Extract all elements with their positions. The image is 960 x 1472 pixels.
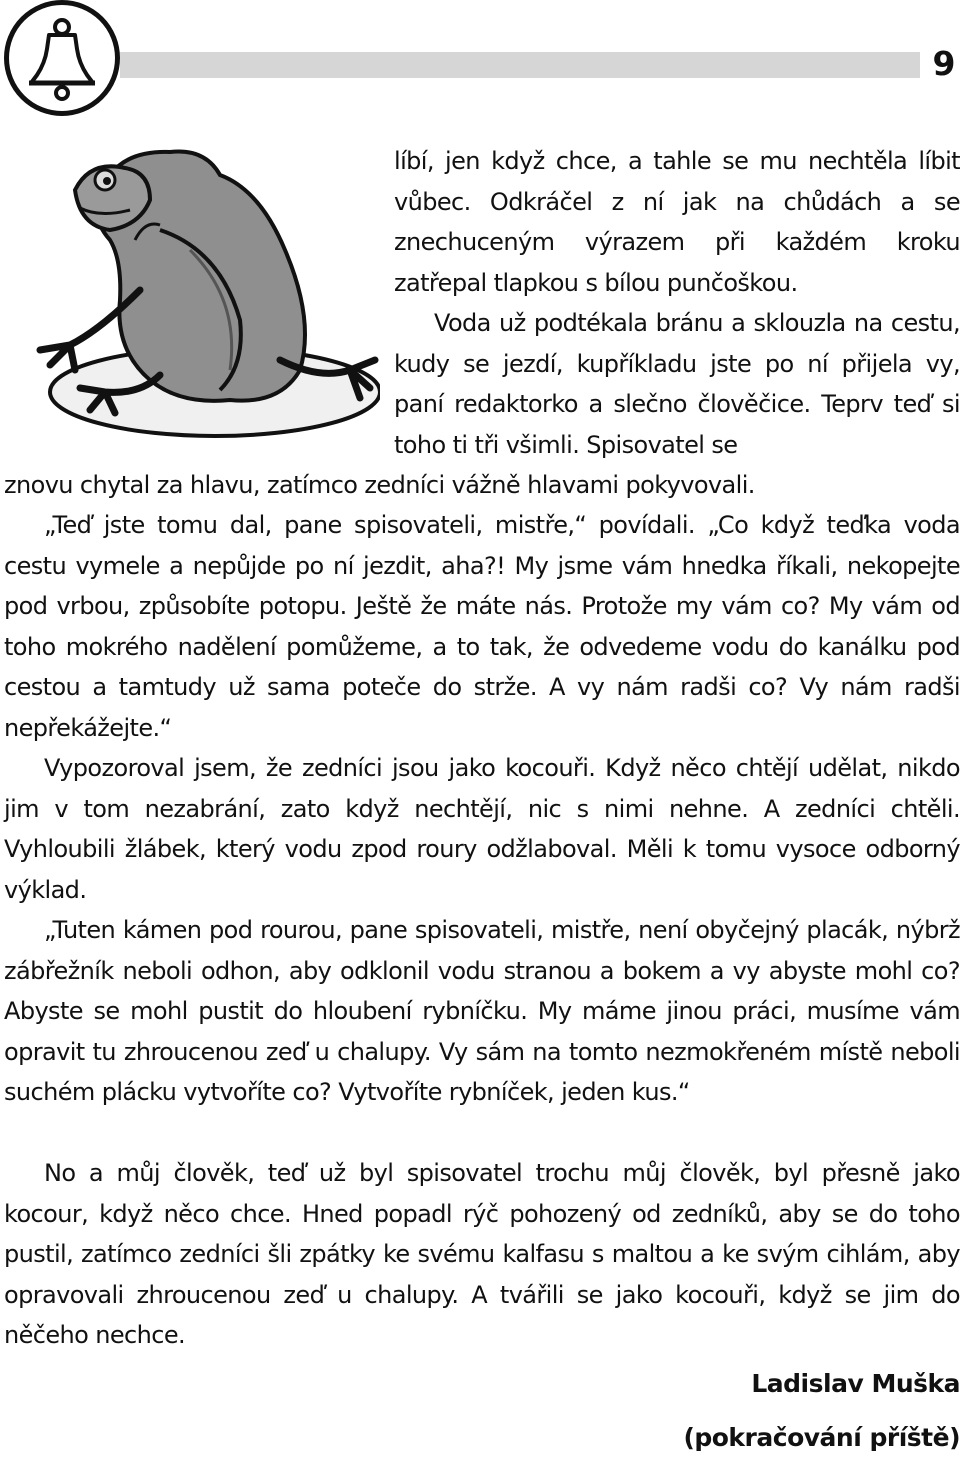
article-paragraph-3: „Teď jste tomu dal, pane spisovateli, mistře,“ povídali. „Co když teďka voda cestu vymele a nepůjde po ní jezdit, aha?! My jsme vám hnedka říkali, nekopejte pod vrbou, způsobíte potopu. Ještě že máte nás. Protože my vám co? My vám od toho mokrého nadělení pomůžeme, a to tak, že odvedeme vodu do kanálku pod cestou a tamtudy už sama poteče do strže. A vy nám radši co? Vy nám radši nepřekážejte.“ — [4, 511, 960, 742]
bell-logo — [4, 0, 120, 116]
bell-icon — [9, 5, 115, 111]
author-name: Ladislav Muška — [751, 1369, 960, 1398]
page-number: 9 — [932, 44, 956, 83]
article-paragraph-4: Vypozoroval jsem, že zedníci jsou jako kocouři. Když něco chtějí udělat, nikdo jim v tom nezabrání, zato když nechtějí, nic s nimi nehne. A zedníci chtěli. Vyhloubili žlábek, který vodu zpod roury odžlaboval. Měli k tomu vysoce odborný výklad. — [4, 754, 960, 904]
article-paragraph-1: líbí, jen když chce, a tahle se mu nechtěla líbit vůbec. Odkráčel z ní jak na chůdách a se znechuceným výrazem při každém kroku zatřepal tlapkou s bílou punčoškou. — [394, 147, 960, 297]
frog-illustration — [30, 130, 380, 450]
article-paragraph-6: No a můj člověk, teď už byl spisovatel trochu můj člověk, byl přesně jako kocour, když něco chce. Hned popadl rýč pohozený od zedníků, aby se do toho pustil, zatímco zedníci šli zpátky ke svému kalfasu s maltou a ke svým cihlám, aby opravovali zhroucenou zeď u chalupy. A tvářili se jako kocouři, když se jim do něčeho nechce. — [4, 1159, 960, 1349]
header-bar — [120, 52, 920, 78]
article-paragraph-2-top: Voda už podtékala bránu a sklouzla na cestu, kudy se jezdí, kupříkladu jste po ní přijela vy, paní redaktorko a slečno člověčice. Teprv teď si toho ti tři všimli. Spisovatel se — [394, 309, 960, 459]
article-paragraph-5: „Tuten kámen pod rourou, pane spisovateli, mistře, není obyčejný placák, nýbrž zábřežník neboli odhon, aby odklonil vodu stranou a bokem a vy abyste mohl co? Abyste se mohl pustit do hloubení rybníčku. My máme jinou práci, musíme vám opravit tu zhroucenou zeď u chalupy. Vy sám na tomto nezmokřeném místě neboli suchém plácku vytvoříte co? Vytvoříte rybníček, jeden kus.“ — [4, 916, 960, 1106]
continuation-note: (pokračování příště) — [683, 1423, 960, 1452]
article-paragraph-2-bottom: znovu chytal za hlavu, zatímco zedníci vážně hlavami pokyvovali. — [4, 471, 755, 499]
